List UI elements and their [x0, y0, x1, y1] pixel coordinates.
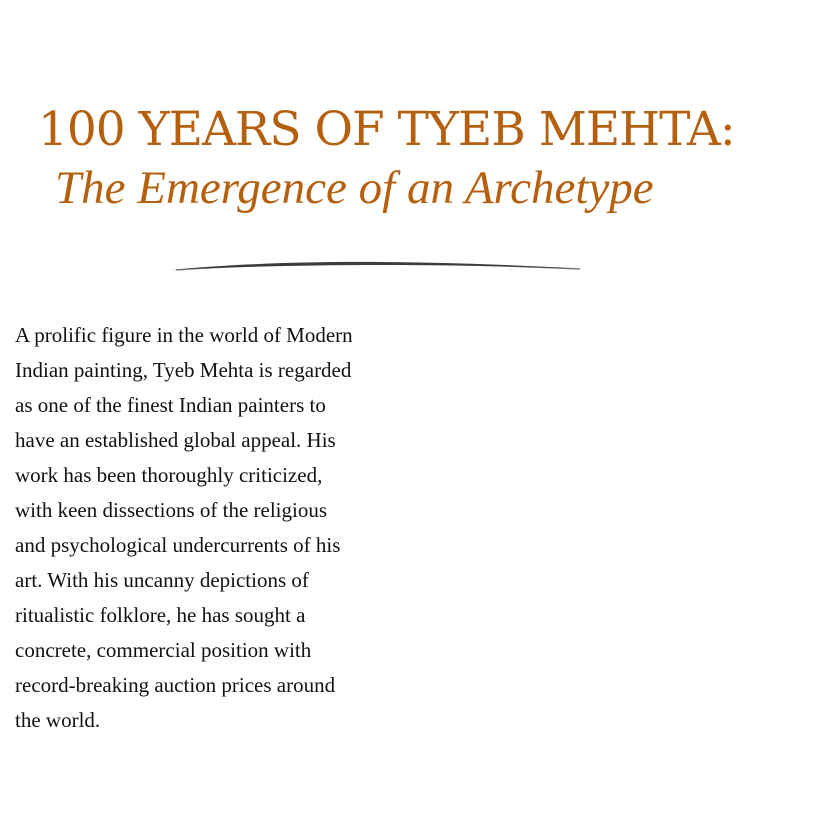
intro-paragraph: A prolific figure in the world of Modern Indian painting, Tyeb Mehta is regarded as one of the finest Indian painters to have an established global appeal. His work has been thoroughly criticized, with keen dissections of the religious and psychological undercurrents of his art. With his uncanny depictions of ritualistic folklore, he has sought a concrete, commercial position with record-breaking auction prices around the world.: [15, 323, 353, 732]
brush-stroke-divider: [170, 256, 586, 276]
page-title: 100 YEARS OF TYEB MEHTA:: [38, 102, 735, 157]
page-subtitle: The Emergence of an Archetype: [55, 162, 654, 214]
